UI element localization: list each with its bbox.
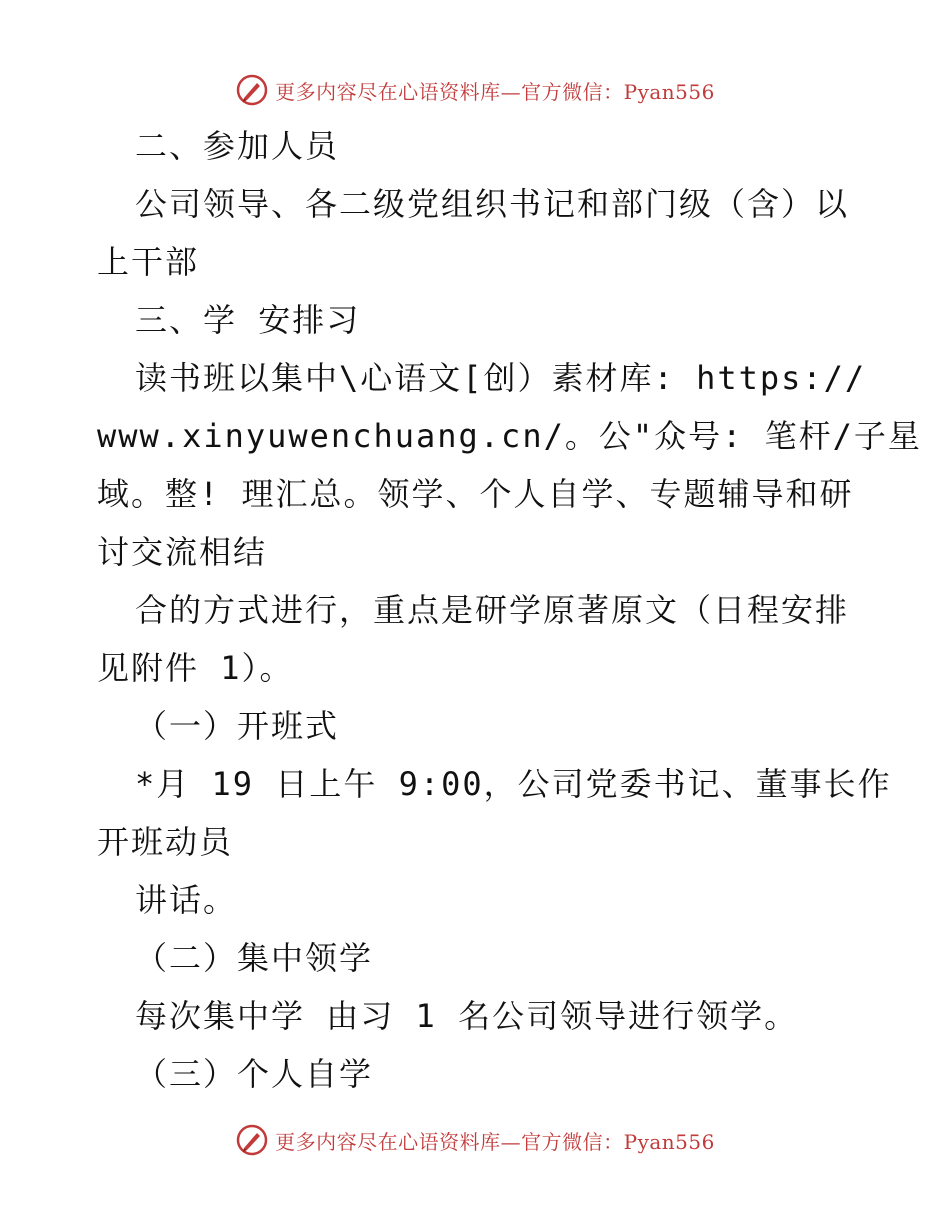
- footer-banner-text: 更多内容尽在心语资料库—官方微信：Pyan556: [275, 1129, 715, 1154]
- paragraph-line: www.xinyuwenchuang.cn/。公"众号: 笔杆/子星: [97, 417, 922, 455]
- paragraph-line: 合的方式进行，重点是研学原著原文（日程安排: [135, 591, 850, 629]
- paragraph-line: 开班动员: [97, 823, 234, 861]
- pen-logo-icon: [235, 73, 269, 107]
- paragraph-line: 上干部: [97, 243, 200, 281]
- header-banner-text: 更多内容尽在心语资料库—官方微信：Pyan556: [275, 79, 715, 104]
- paragraph-line: *月 19 日上午 9:00，公司党委书记、董事长作: [135, 765, 892, 803]
- subsection-heading-self-study: （三）个人自学: [135, 1055, 374, 1093]
- footer-banner: [0, 1120, 950, 1160]
- paragraph-line: 每次集中学 由习 1 名公司领导进行领学。: [135, 997, 799, 1035]
- paragraph-line: 公司领导、各二级党组织书记和部门级（含）以: [135, 185, 850, 223]
- paragraph-line: 域。整! 理汇总。领学、个人自学、专题辅导和研: [97, 475, 854, 513]
- section-heading-schedule: 三、学 安排习: [135, 301, 361, 339]
- document-body: [97, 117, 922, 1103]
- subsection-heading-group-study: （二）集中领学: [135, 939, 374, 977]
- paragraph-line: 见附件 1）。: [97, 649, 294, 687]
- paragraph-line: 讲话。: [135, 881, 238, 919]
- paragraph-line: 讨交流相结: [97, 533, 268, 571]
- section-heading-participants: 二、参加人员: [135, 127, 340, 165]
- pen-logo-icon: [235, 1123, 269, 1157]
- subsection-heading-opening: （一）开班式: [135, 707, 340, 745]
- paragraph-line: 读书班以集中\心语文[创）素材库: https://: [135, 359, 867, 397]
- header-banner: [0, 70, 950, 110]
